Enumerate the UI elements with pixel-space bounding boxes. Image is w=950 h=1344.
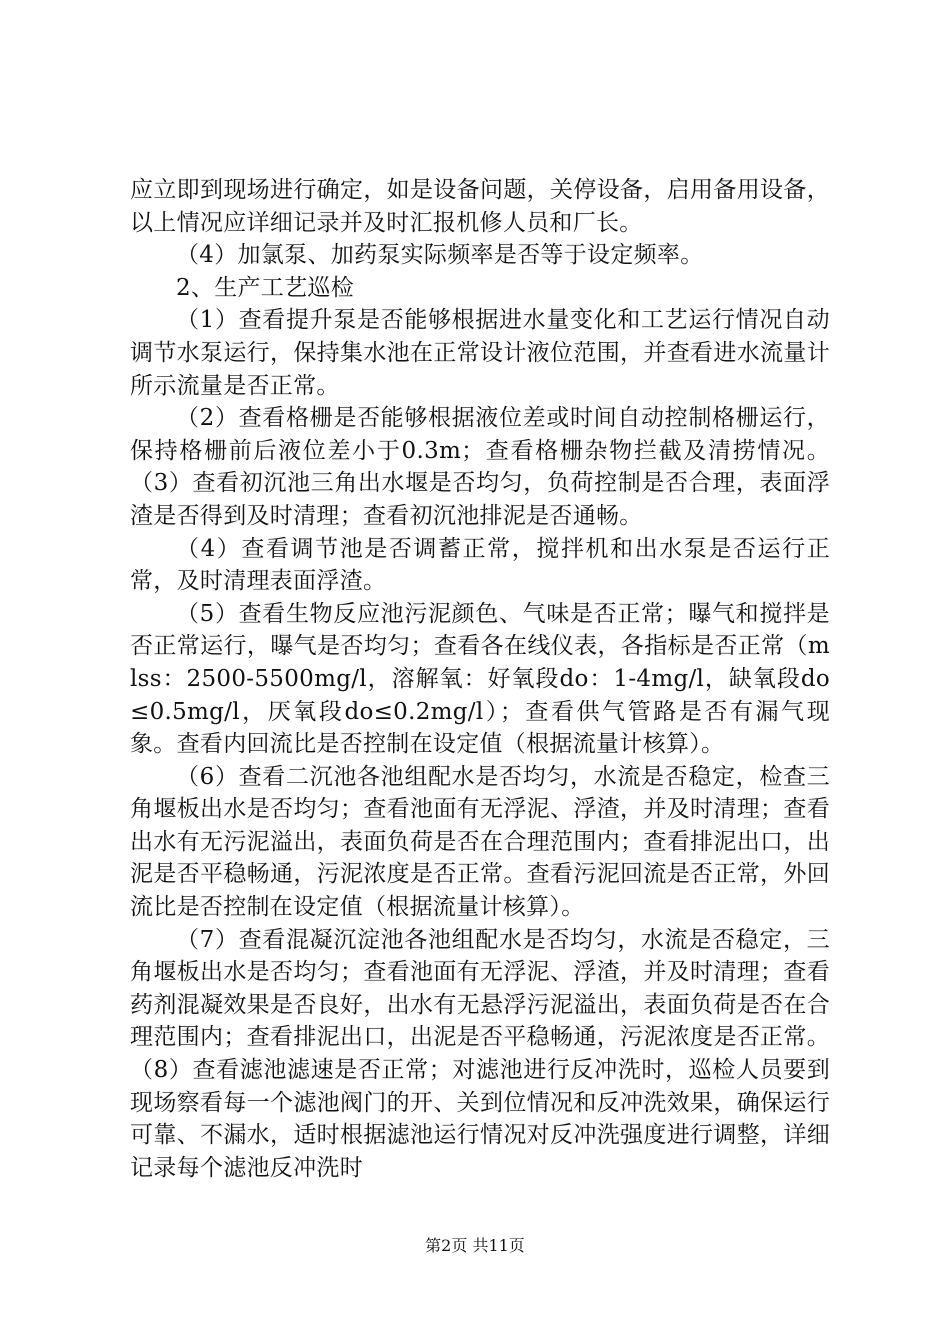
paragraph-item-6-secondary-clarifier: （6）查看二沉池各池组配水是否均匀，水流是否稳定，检查三角堰板出水是否均匀；查看池面有无浮泥、浮渣，并及时清理；查看出水有无污泥溢出，表面负荷是否在合理范围内；查看排泥出口，出泥是否平稳畅通，污泥浓度是否正常。查看污泥回流是否正常，外回流比是否控制在设定值（根据流量计核算）。 <box>130 763 830 921</box>
section-heading-process-inspection: 2、生产工艺巡检 <box>176 274 355 301</box>
page-number-footer: 第2页 共11页 <box>425 1236 525 1255</box>
paragraph-item-1-lift-pump: （1）查看提升泵是否能够根据进水量变化和工艺运行情况自动调节水泵运行，保持集水池在正常设计液位范围，并查看进水流量计所示流量是否正常。 <box>130 307 830 399</box>
paragraph-item-7-coagulation-tank: （7）查看混凝沉淀池各池组配水是否均匀，水流是否稳定，三角堰板出水是否均匀；查看池面有无浮泥、浮渣，并及时清理；查看药剂混凝效果是否良好，出水有无悬浮污泥溢出，表面负荷是否在合理范围内；查看排泥出口，出泥是否平稳畅通，污泥浓度是否正常。（8）查看滤池滤速是否正常；对滤池进行反冲洗时，巡检人员要到现场察看每一个滤池阀门的开、关到位情况和反冲洗效果，确保运行可靠、不漏水，适时根据滤池运行情况对反冲洗强度进行调整，详细记录每个滤池反冲洗时 <box>130 926 830 1181</box>
paragraph-continuation: 应立即到现场进行确定，如是设备问题，关停设备，启用备用设备，以上情况应详细记录并及时汇报机修人员和厂长。 <box>130 177 830 236</box>
paragraph-item-5-bioreactor: （5）查看生物反应池污泥颜色、气味是否正常；曝气和搅拌是否正常运行，曝气是否均匀；查看各在线仪表，各指标是否正常（mlss：2500-5500mg/l，溶解氧：好氧段do：1-4mg/l，缺氧段do≤0.5mg/l，厌氧段do≤0.2mg/l）；查看供气管路是否有漏气现象。查看内回流比是否控制在设定值（根据流量计核算）。 <box>130 600 830 758</box>
paragraph-item-2-grille: （2）查看格栅是否能够根据液位差或时间自动控制格栅运行，保持格栅前后液位差小于0.3m；查看格栅杂物拦截及清捞情况。（3）查看初沉池三角出水堰是否均匀，负荷控制是否合理，表面浮渣是否得到及时清理；查看初沉池排泥是否通畅。 <box>130 405 830 529</box>
paragraph-item-4-dosing-pump: （4）加氯泵、加药泵实际频率是否等于设定频率。 <box>176 242 704 269</box>
document-body <box>130 174 830 1184</box>
paragraph-item-4-regulating-tank: （4）查看调节池是否调蓄正常，搅拌机和出水泵是否运行正常，及时清理表面浮渣。 <box>130 535 830 595</box>
